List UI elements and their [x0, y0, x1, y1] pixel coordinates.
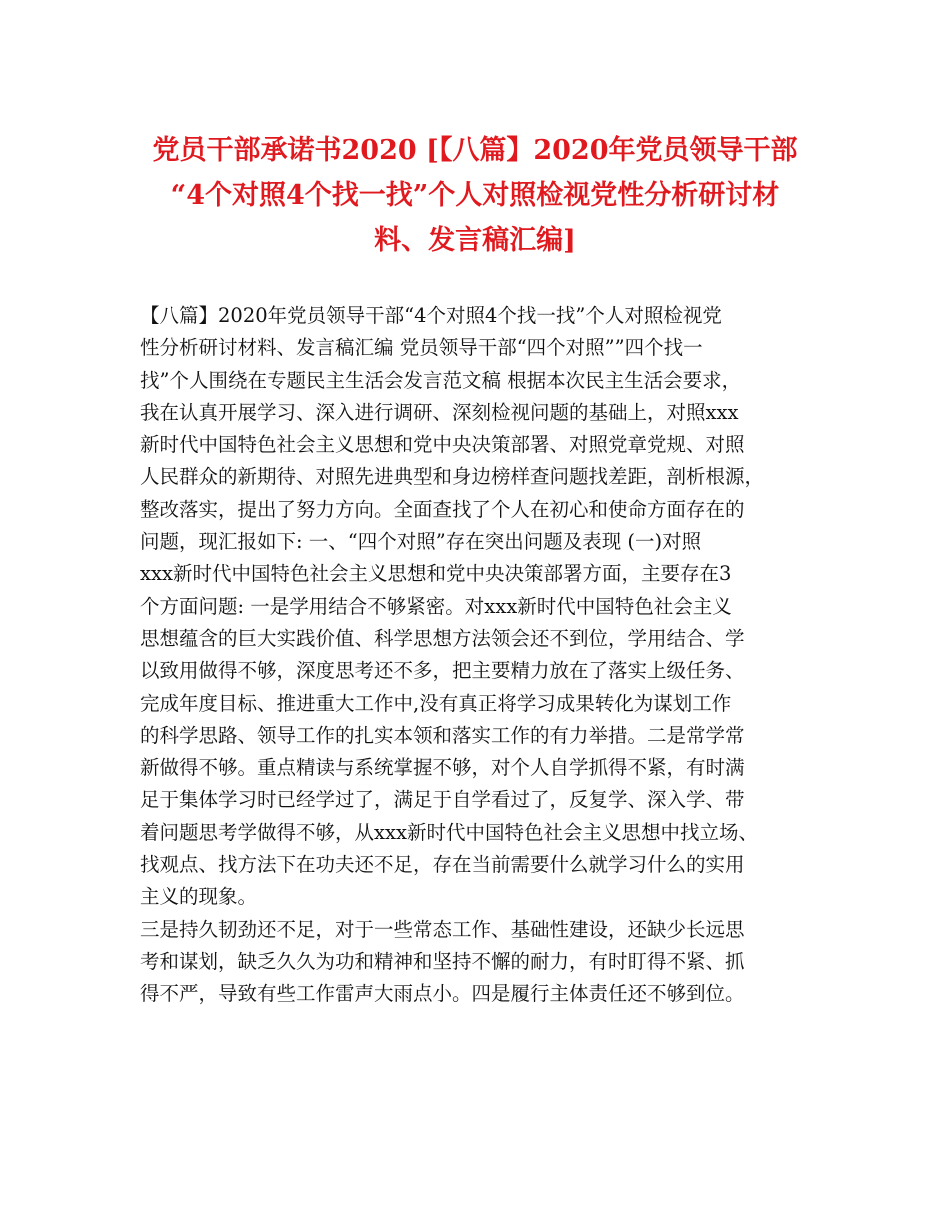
- document-title: [120, 128, 830, 263]
- body-line: 个方面问题: 一是学用结合不够紧密。对xxx新时代中国特色社会主义: [140, 594, 732, 618]
- title-line: 料、发言稿汇编]: [374, 225, 576, 256]
- body-line: 以致用做得不够，深度思考还不多，把主要精力放在了落实上级任务、: [140, 659, 745, 683]
- body-line: 三是持久韧劲还不足，对于一些常态工作、基础性建设，还缺少长远思: [140, 917, 745, 941]
- body-line: 找观点、找方法下在功夫还不足，存在当前需要什么就学习什么的实用: [140, 853, 745, 877]
- body-line: 的科学思路、领导工作的扎实本领和落实工作的有力举措。二是常学常: [140, 723, 745, 747]
- body-line: 【八篇】2020年党员领导干部“4个对照4个找一找”个人对照检视党: [140, 304, 722, 327]
- body-line: 问题，现汇报如下: 一、“四个对照”存在突出问题及表现 (一)对照: [140, 530, 702, 554]
- body-line: 我在认真开展学习、深入进行调研、深刻检视问题的基础上，对照xxx: [140, 400, 739, 424]
- body-line: 新时代中国特色社会主义思想和党中央决策部署、对照党章党规、对照: [140, 433, 745, 457]
- body-line: xxx新时代中国特色社会主义思想和党中央决策部署方面，主要存在3: [140, 562, 732, 586]
- body-line: 性分析研讨材料、发言稿汇编 党员领导干部“四个对照””四个找一: [140, 336, 703, 360]
- body-line: 足于集体学习时已经学过了，满足于自学看过了，反复学、深入学、带: [140, 788, 745, 812]
- body-line: 思想蕴含的巨大实践价值、科学思想方法领会还不到位，学用结合、学: [140, 626, 745, 650]
- body-line: 考和谋划，缺乏久久为功和精神和坚持不懈的耐力，有时盯得不紧、抓: [140, 949, 745, 973]
- body-line: 找”个人围绕在专题民主生活会发言范文稿 根据本次民主生活会要求，: [140, 368, 742, 392]
- body-line: 新做得不够。重点精读与系统掌握不够，对个人自学抓得不紧，有时满: [140, 756, 745, 780]
- body-line: 着问题思考学做得不够，从xxx新时代中国特色社会主义思想中找立场、: [140, 820, 758, 844]
- body-line: 主义的现象。: [140, 885, 258, 909]
- body-line: 人民群众的新期待、对照先进典型和身边榜样查问题找差距，剖析根源，: [140, 465, 765, 489]
- title-line: “4个对照4个找一找”个人对照检视党性分析研讨材: [170, 180, 780, 211]
- body-line: 完成年度目标、推进重大工作中,没有真正将学习成果转化为谋划工作: [140, 691, 732, 715]
- body-line: 得不严，导致有些工作雷声大雨点小。四是履行主体责任还不够到位。: [140, 982, 745, 1006]
- title-line: 党员干部承诺书2020 [【八篇】2020年党员领导干部: [152, 135, 798, 166]
- body-line: 整改落实，提出了努力方向。全面查找了个人在初心和使命方面存在的: [140, 497, 745, 521]
- document-body: [140, 300, 840, 1011]
